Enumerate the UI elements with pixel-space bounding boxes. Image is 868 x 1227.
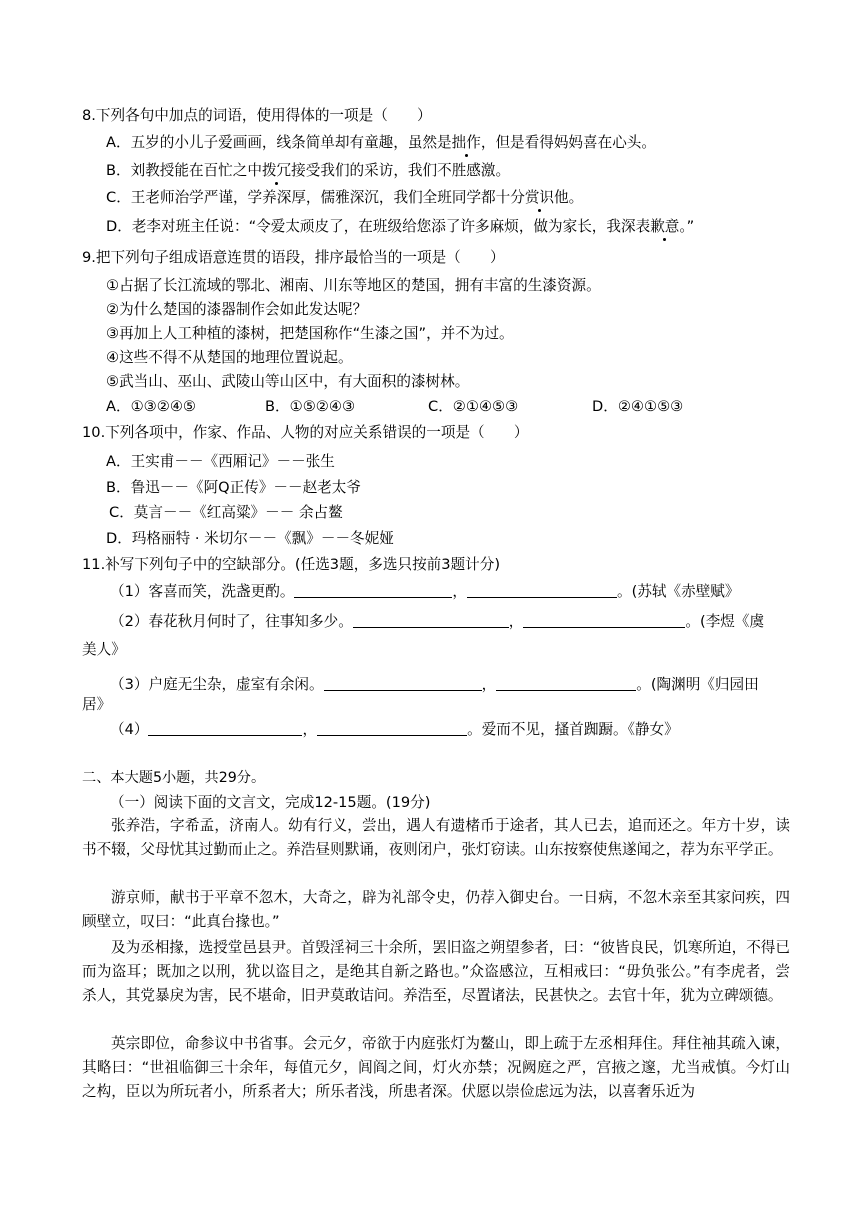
q8-b-dotted: 拨冗	[261, 162, 292, 179]
q11-item-1-blank-1[interactable]	[294, 583, 452, 598]
q8-option-c	[106, 188, 583, 208]
q11-item-1	[110, 582, 739, 602]
q11-item-2-blank-1[interactable]	[353, 613, 509, 628]
q11-item-4	[110, 720, 679, 740]
q10-option-b: B．鲁迅－－《阿Q正传》－－赵老太爷	[106, 479, 362, 496]
q8-a-text-2: ，但是看得妈妈喜在心头。	[480, 134, 656, 151]
section2-title: 二、本大题5小题，共29分。	[82, 770, 266, 786]
q9-sentence-4: ④这些不得不从楚国的地理位置说起。	[106, 349, 353, 366]
q11-item-3-comma: ，	[481, 676, 497, 693]
passage-paragraph-2: 游京师，献书于平章不忽木，大奇之，辟为礼部令史，仍荐入御史台。一日病，不忽木亲至其家问疾，四顾壁立，叹曰：“此真台掾也。”	[82, 889, 790, 930]
q11-item-2-comma: ，	[508, 613, 524, 630]
q9-option-c: C．②①④⑤③	[428, 398, 519, 415]
q11-item-2-source: 。(李煜《虞	[685, 613, 765, 630]
q11-item-1-source: 。(苏轼《赤壁赋》	[617, 583, 740, 600]
q8-stem: 8.下列各句中加点的词语，使用得体的一项是（ ）	[82, 107, 432, 124]
q10-option-c: C．莫言－－《红高粱》－－ 余占鳌	[109, 504, 343, 521]
q11-item-4-text: （4）	[110, 721, 149, 738]
q9-option-b: B．①⑤②④③	[265, 398, 356, 415]
q8-option-b	[106, 161, 510, 181]
q11-item-1-text: （1）客喜而笑，洗盏更酌。	[110, 583, 295, 600]
passage-paragraph-1: 张养浩，字希孟，济南人。幼有行义，尝出，遇人有遗楮币于途者，其人已去，追而还之。年方十岁，读书不辍，父母忧其过勤而止之。养浩昼则默诵，夜则闭户，张灯窃读。山东按察使焦遂闻之，荐为东平学正。	[82, 817, 790, 858]
q11-item-1-comma: ，	[452, 583, 468, 600]
q9-option-d: D．②④①⑤③	[592, 398, 684, 415]
q11-item-4-comma: ，	[302, 721, 318, 738]
q11-item-2	[110, 612, 764, 632]
q11-item-1-blank-2[interactable]	[467, 583, 617, 598]
q8-d-dotted: 歉意	[650, 218, 680, 235]
q11-item-4-source: 。爱而不见，搔首踟蹰。《静女》	[467, 721, 679, 738]
q9-sentence-5: ⑤武当山、巫山、武陵山等山区中，有大面积的漆树林。	[106, 373, 470, 390]
q11-item-4-blank-1[interactable]	[148, 721, 302, 736]
passage-paragraph-4: 英宗即位，命参议中书省事。会元夕，帝欲于内庭张灯为鳌山，即上疏于左丞相拜住。拜住袖其疏入谏，其略曰：“世祖临御三十余年，每值元夕，闾阎之间，灯火亦禁；况阙庭之严，宫掖之邃，尤当戒慎。今灯山之构，臣以为所玩者小，所系者大；所乐者浅，所患者深。伏愿以崇俭虑远为法，以喜奢乐近为	[82, 1035, 790, 1100]
q10-stem: 10.下列各项中，作家、作品、人物的对应关系错误的一项是（ ）	[82, 424, 529, 441]
q8-b-text-2: 接受我们的采访，我们不胜感激。	[291, 162, 511, 179]
q8-b-text-1: B．刘教授能在百忙之中	[106, 162, 262, 179]
q8-c-text-2: 他。	[554, 189, 584, 206]
q8-d-text-2: 。”	[679, 218, 695, 235]
q11-item-2-text: （2）春花秋月何时了，往事知多少。	[110, 613, 353, 630]
q8-d-text-1: D．老李对班主任说：“令爱太顽皮了，在班级给您添了许多麻烦，做为家长，我深表	[106, 218, 651, 235]
q11-item-3-blank-2[interactable]	[496, 676, 636, 691]
q9-option-a: A．①③②④⑤	[106, 398, 196, 415]
q8-a-text-1: A．五岁的小儿子爱画画，线条简单却有童趣，虽然是	[106, 134, 452, 151]
q11-item-3-continuation: 居》	[82, 696, 112, 713]
q8-a-dotted: 拙作	[451, 134, 481, 151]
q8-c-text-1: C．王老师治学严谨，学养深厚，儒雅深沉，我们全班同学都十分	[106, 189, 525, 206]
q11-stem: 11.补写下列句子中的空缺部分。(任选3题，多选只按前3题计分)	[82, 556, 501, 573]
q9-sentence-2: ②为什么楚国的漆器制作会如此发达呢？	[106, 301, 368, 318]
passage-paragraph-3: 及为丞相掾，选授堂邑县尹。首毁淫祠三十余所，罢旧盗之朔望参者，曰：“彼皆良民，饥寒所迫，不得已而为盗耳；既加之以刑，犹以盗目之，是绝其自新之路也。”众盗感泣，互相戒曰：“毋负张公。”有李虎者，尝杀人，其党暴戾为害，民不堪命，旧尹莫敢诘问。养浩至，尽置诸法，民甚快之。去官十年，犹为立碑颂德。	[82, 939, 790, 1004]
q11-item-4-blank-2[interactable]	[317, 721, 467, 736]
q10-option-a: A．王实甫－－《西厢记》－－张生	[106, 453, 335, 470]
q11-item-3-blank-1[interactable]	[324, 676, 482, 691]
q9-stem: 9.把下列句子组成语意连贯的语段，排序最恰当的一项是（ ）	[82, 249, 505, 266]
q11-item-2-blank-2[interactable]	[523, 613, 685, 628]
q11-item-3-source: 。(陶渊明《归园田	[636, 676, 759, 693]
q9-sentence-1: ①占据了长江流域的鄂北、湘南、川东等地区的楚国，拥有丰富的生漆资源。	[106, 277, 601, 294]
section2-subtitle: （一）阅读下面的文言文，完成12-15题。(19分)	[110, 794, 431, 811]
q11-item-3-text: （3）户庭无尘杂，虚室有余闲。	[110, 676, 324, 693]
q10-option-d: D．玛格丽特 · 米切尔－－《飘》－－冬妮娅	[106, 530, 394, 547]
q8-c-dotted: 赏识	[524, 189, 555, 206]
q8-option-d	[106, 217, 694, 237]
q9-sentence-3: ③再加上人工种植的漆树，把楚国称作“生漆之国”，并不为过。	[106, 325, 514, 342]
q8-option-a	[106, 133, 656, 153]
q11-item-2-continuation: 美人》	[82, 641, 126, 658]
q11-item-3	[110, 675, 759, 695]
